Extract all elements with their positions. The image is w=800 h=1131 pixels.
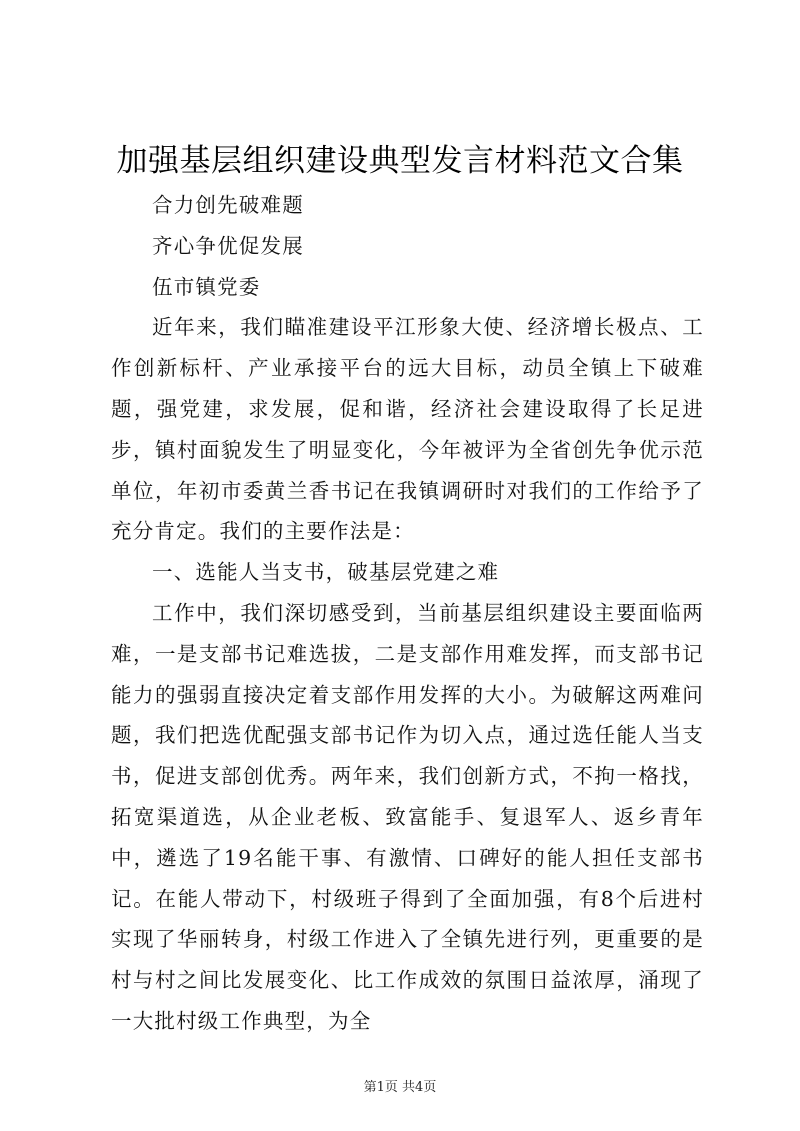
section-heading: 一、选能人当支书，破基层党建之难	[152, 560, 500, 585]
paragraph-section-1: 工作中，我们深切感受到，当前基层组织建设主要面临两难，一是支部书记难选拔，二是支部作用难发挥，而支部书记能力的强弱直接决定着支部作用发挥的大小。为破解这两难问题，我们把选优配强支部书记作为切入点，通过选任能人当支书，促进支部创优秀。两年来，我们创新方式，不拘一格找，拓宽渠道选，从企业老板、致富能手、复退军人、返乡青年中，遴选了19名能干事、有激情、口碑好的能人担任支部书记。在能人带动下，村级班子得到了全面加强，有8个后进村实现了华丽转身，村级工作进入了全镇先进行列，更重要的是村与村之间比发展变化、比工作成效的氛围日益浓厚，涌现了一大批村级工作典型，为全	[111, 600, 704, 1033]
subtitle-line-2: 齐心争优促发展	[152, 233, 304, 258]
author-line: 伍市镇党委	[152, 274, 261, 299]
document-title: 加强基层组织建设典型发言材料范文合集	[116, 143, 684, 179]
page-footer: 第1页 共4页	[363, 1080, 437, 1095]
paragraph-intro: 近年来，我们瞄准建设平江形象大使、经济增长极点、工作创新标杆、产业承接平台的远大目标，动员全镇上下破难题，强党建，求发展，促和谐，经济社会建设取得了长足进步，镇村面貌发生了明显变化，今年被评为全省创先争优示范单位，年初市委黄兰香书记在我镇调研时对我们的工作给予了充分肯定。我们的主要作法是：	[111, 315, 704, 544]
document-body	[111, 185, 704, 1042]
subtitle-line-1: 合力创先破难题	[152, 193, 304, 217]
